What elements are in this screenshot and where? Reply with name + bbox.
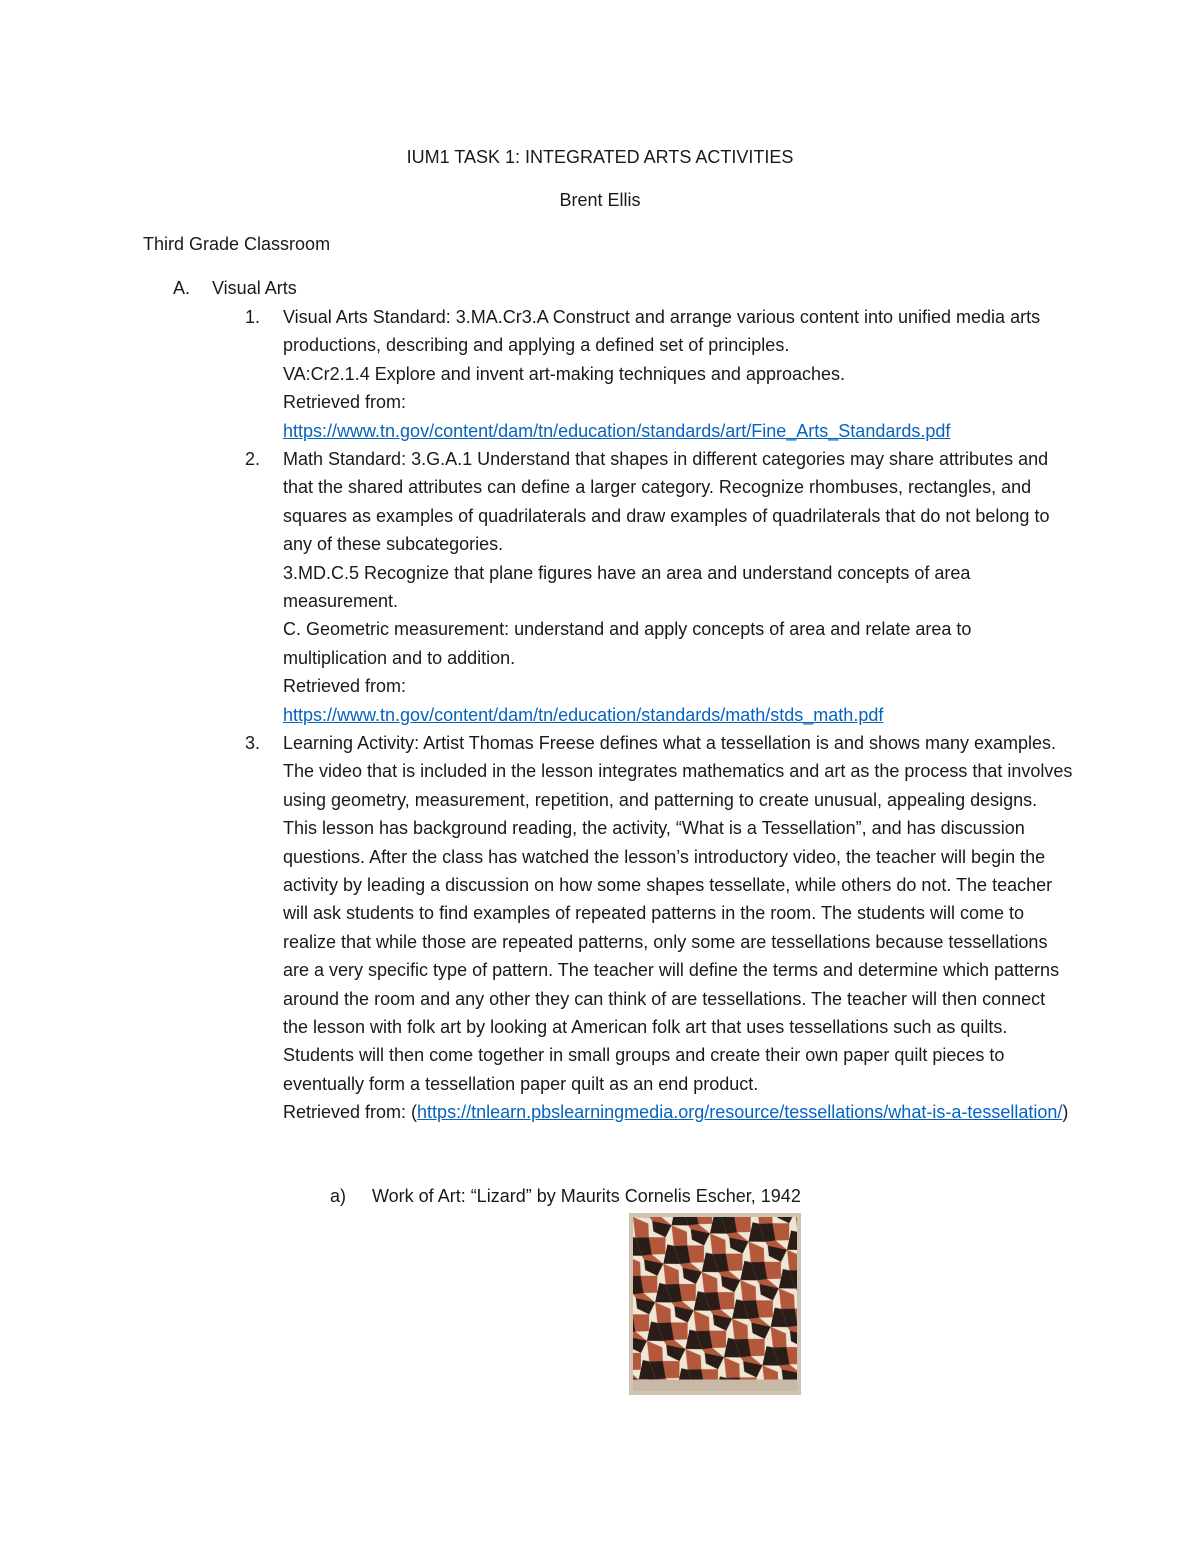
work-of-art-text: Work of Art: “Lizard” by Maurits Cornelis Escher, 1942 [372, 1186, 801, 1206]
list-item-learning-activity [245, 729, 1075, 1127]
item-number: 3. [245, 733, 261, 753]
classroom-heading: Third Grade Classroom [143, 234, 331, 254]
escher-lizard-image [629, 1213, 801, 1395]
retrieved-label: Retrieved from: [283, 676, 407, 697]
retrieved-suffix: ) [1062, 1102, 1069, 1123]
sub-item-work-of-art [330, 1182, 801, 1210]
visual-arts-standards-link[interactable]: https://www.tn.gov/content/dam/tn/education/standards/art/Fine_Arts_Standards.pdf [283, 420, 951, 441]
math-standard-text: Math Standard: 3.G.A.1 Understand that shapes in different categories may share attributes and that the shared attributes can define a larger category. Recognize rhombuses, rectangles, and squares as examples of quadrilaterals and draw examples of quadrilaterals that do not belong to any of these subcategories. [283, 449, 1050, 555]
author-name: Brent Ellis [559, 190, 641, 210]
item-number: 1. [245, 307, 261, 327]
math-standard-2-text: 3.MD.C.5 Recognize that plane figures have an area and understand concepts of area measurement. [283, 562, 971, 612]
section-label: Visual Arts [212, 278, 297, 298]
section-marker: A. [173, 278, 191, 298]
item-number: 2. [245, 449, 261, 469]
document-title: IUM1 TASK 1: INTEGRATED ARTS ACTIVITIES [406, 147, 794, 167]
retrieved-line [283, 1098, 1075, 1126]
retrieved-prefix: Retrieved from: ( [283, 1102, 418, 1123]
list-item-visual-arts-standard [245, 303, 1075, 445]
lizard-tessellation-artwork [633, 1217, 797, 1391]
retrieved-label: Retrieved from: [283, 392, 407, 413]
sub-item-marker: a) [330, 1186, 347, 1206]
tessellation-lesson-link[interactable]: https://tnlearn.pbslearningmedia.org/resource/tessellations/what-is-a-tessellation/ [417, 1102, 1063, 1123]
visual-arts-standard-text: Visual Arts Standard: 3.MA.Cr3.A Construct and arrange various content into unified media arts productions, describing and applying a defined set of principles. [283, 307, 1041, 356]
list-item-math-standard [245, 445, 1075, 729]
learning-activity-text: Learning Activity: Artist Thomas Freese defines what a tessellation is and shows many examples. The video that is included in the lesson integrates mathematics and art as the process that involves using geometry, measurement, repetition, and patterning to create unusual, appealing designs. This lesson has background reading, the activity, “What is a Tessellation”, and has discussion questions. After the class has watched the lesson’s introductory video, the teacher will begin the activity by leading a discussion on how some shapes tessellate, while others do not. The teacher will ask students to find examples of repeated patterns in the room. The students will come to realize that while those are repeated patterns, only some are tessellations because tessellations are a very specific type of pattern. The teacher will define the terms and determine which patterns around the room and any other they can think of are tessellations. The teacher will then connect the lesson with folk art by looking at American folk art that uses tessellations such as quilts. Students will then come together in small groups and create their own paper quilt pieces to eventually form a tessellation paper quilt as an end product. [283, 733, 1073, 1094]
visual-arts-standard-2-text: VA:Cr2.1.4 Explore and invent art-making techniques and approaches. [283, 363, 845, 384]
math-standard-3-text: C. Geometric measurement: understand and apply concepts of area and relate area to multiplication and to addition. [283, 619, 972, 668]
section-visual-arts [173, 274, 297, 302]
math-standards-link[interactable]: https://www.tn.gov/content/dam/tn/education/standards/math/stds_math.pdf [283, 704, 884, 725]
